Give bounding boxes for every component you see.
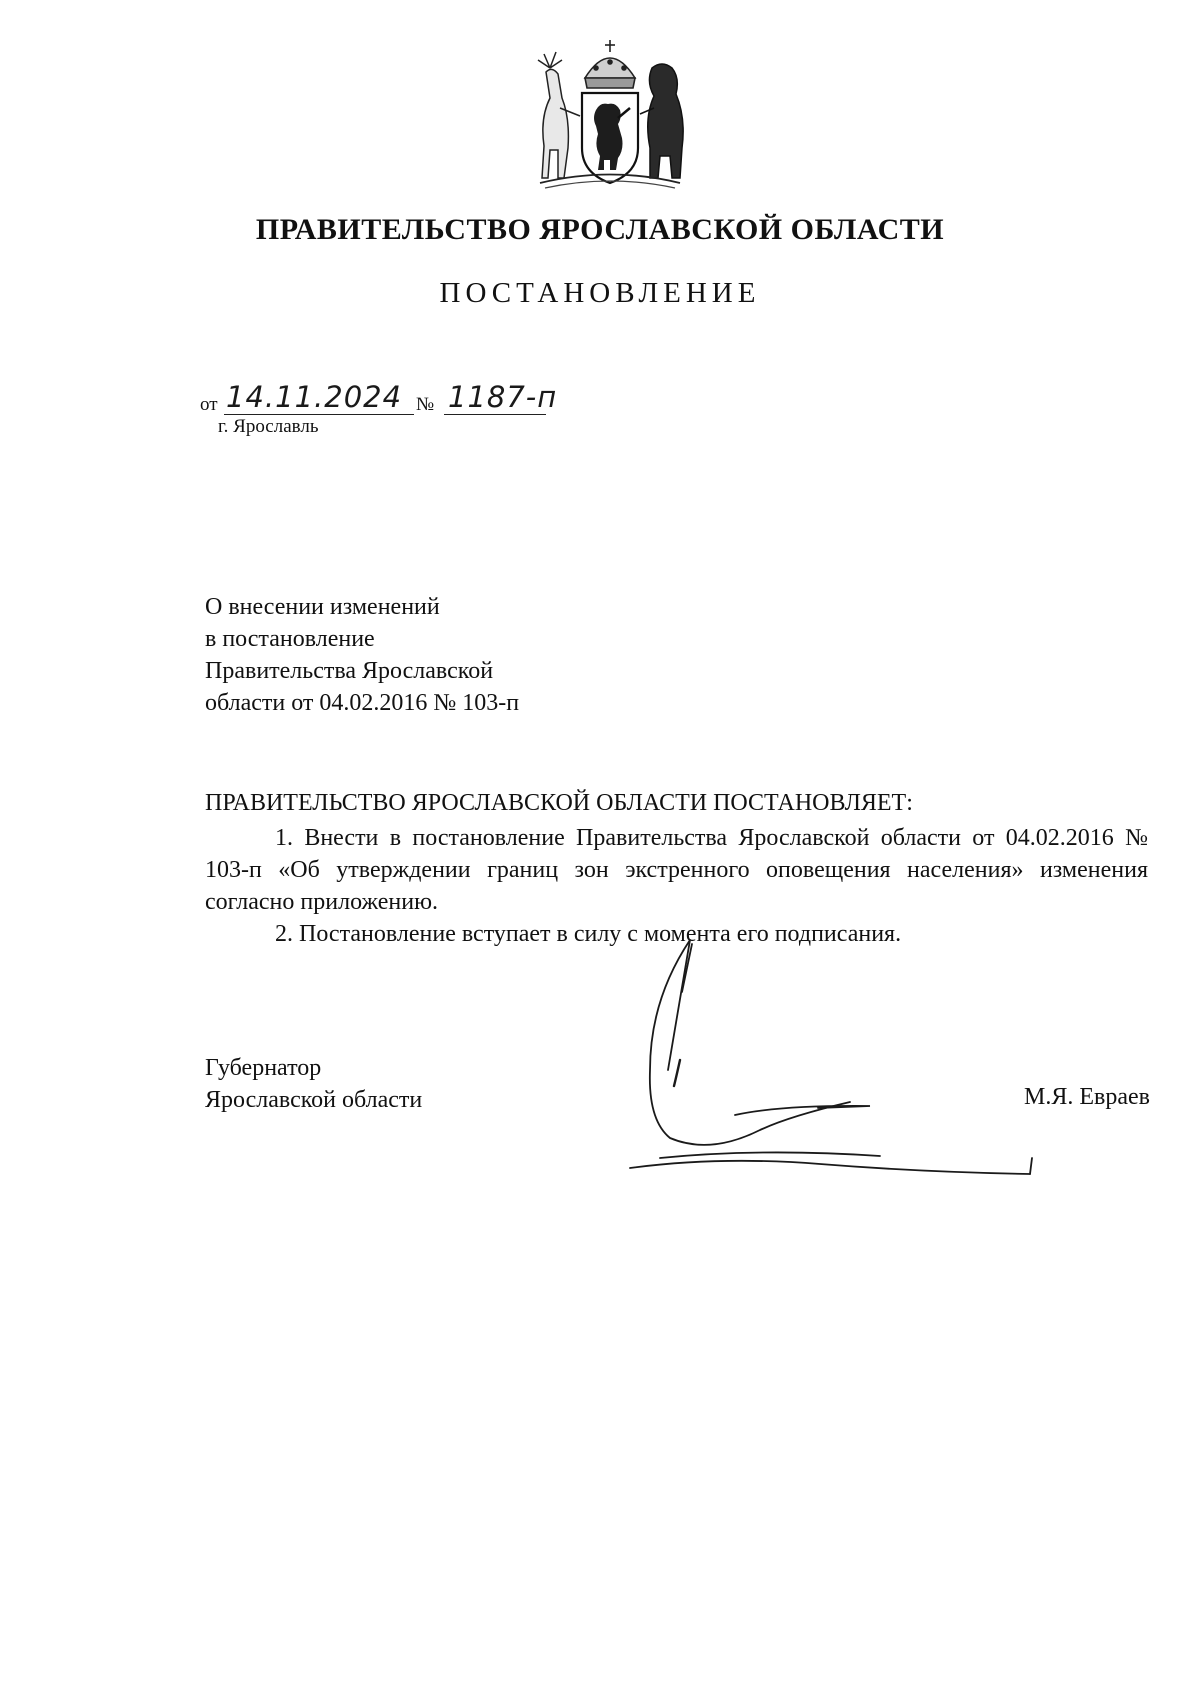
signer-name: М.Я. Евраев xyxy=(1024,1084,1150,1110)
signer-position-line: Ярославской области xyxy=(205,1087,423,1113)
subject-line: в постановление xyxy=(205,626,375,652)
document-type: ПОСТАНОВЛЕНИЕ xyxy=(439,277,761,309)
date-prefix: от xyxy=(200,394,218,415)
number-prefix: № xyxy=(416,394,435,415)
city-name: г. Ярославль xyxy=(218,416,319,437)
government-title: ПРАВИТЕЛЬСТВО ЯРОСЛАВСКОЙ ОБЛАСТИ xyxy=(255,213,945,246)
subject-line: Правительства Ярославской xyxy=(205,658,494,684)
date-value: 14.11.2024 xyxy=(226,380,403,414)
subject-block xyxy=(205,591,519,719)
handwritten-signature-icon xyxy=(620,920,1040,1190)
number-underline xyxy=(444,414,546,415)
signer-position-line: Губернатор xyxy=(205,1055,322,1081)
resolution-heading: ПРАВИТЕЛЬСТВО ЯРОСЛАВСКОЙ ОБЛАСТИ ПОСТАНОВЛЯЕТ: xyxy=(205,790,913,816)
signer-position xyxy=(205,1052,422,1116)
subject-line: области от 04.02.2016 № 103-п xyxy=(205,690,520,716)
resolution-paragraph: 1. Внести в постановление Правительства Ярославской области от 04.02.2016 № 103-п «Об утверждении границ зон экстренного оповещения населения» изменения согласно приложению. xyxy=(205,825,1148,915)
number-value: 1187-п xyxy=(448,380,558,414)
subject-line: О внесении изменений xyxy=(205,594,440,620)
resolution-paragraph: 2. Постановление вступает в силу с момента его подписания. xyxy=(275,921,902,947)
coat-of-arms-icon xyxy=(530,38,690,193)
date-underline xyxy=(224,414,414,415)
registration-line xyxy=(200,380,600,420)
